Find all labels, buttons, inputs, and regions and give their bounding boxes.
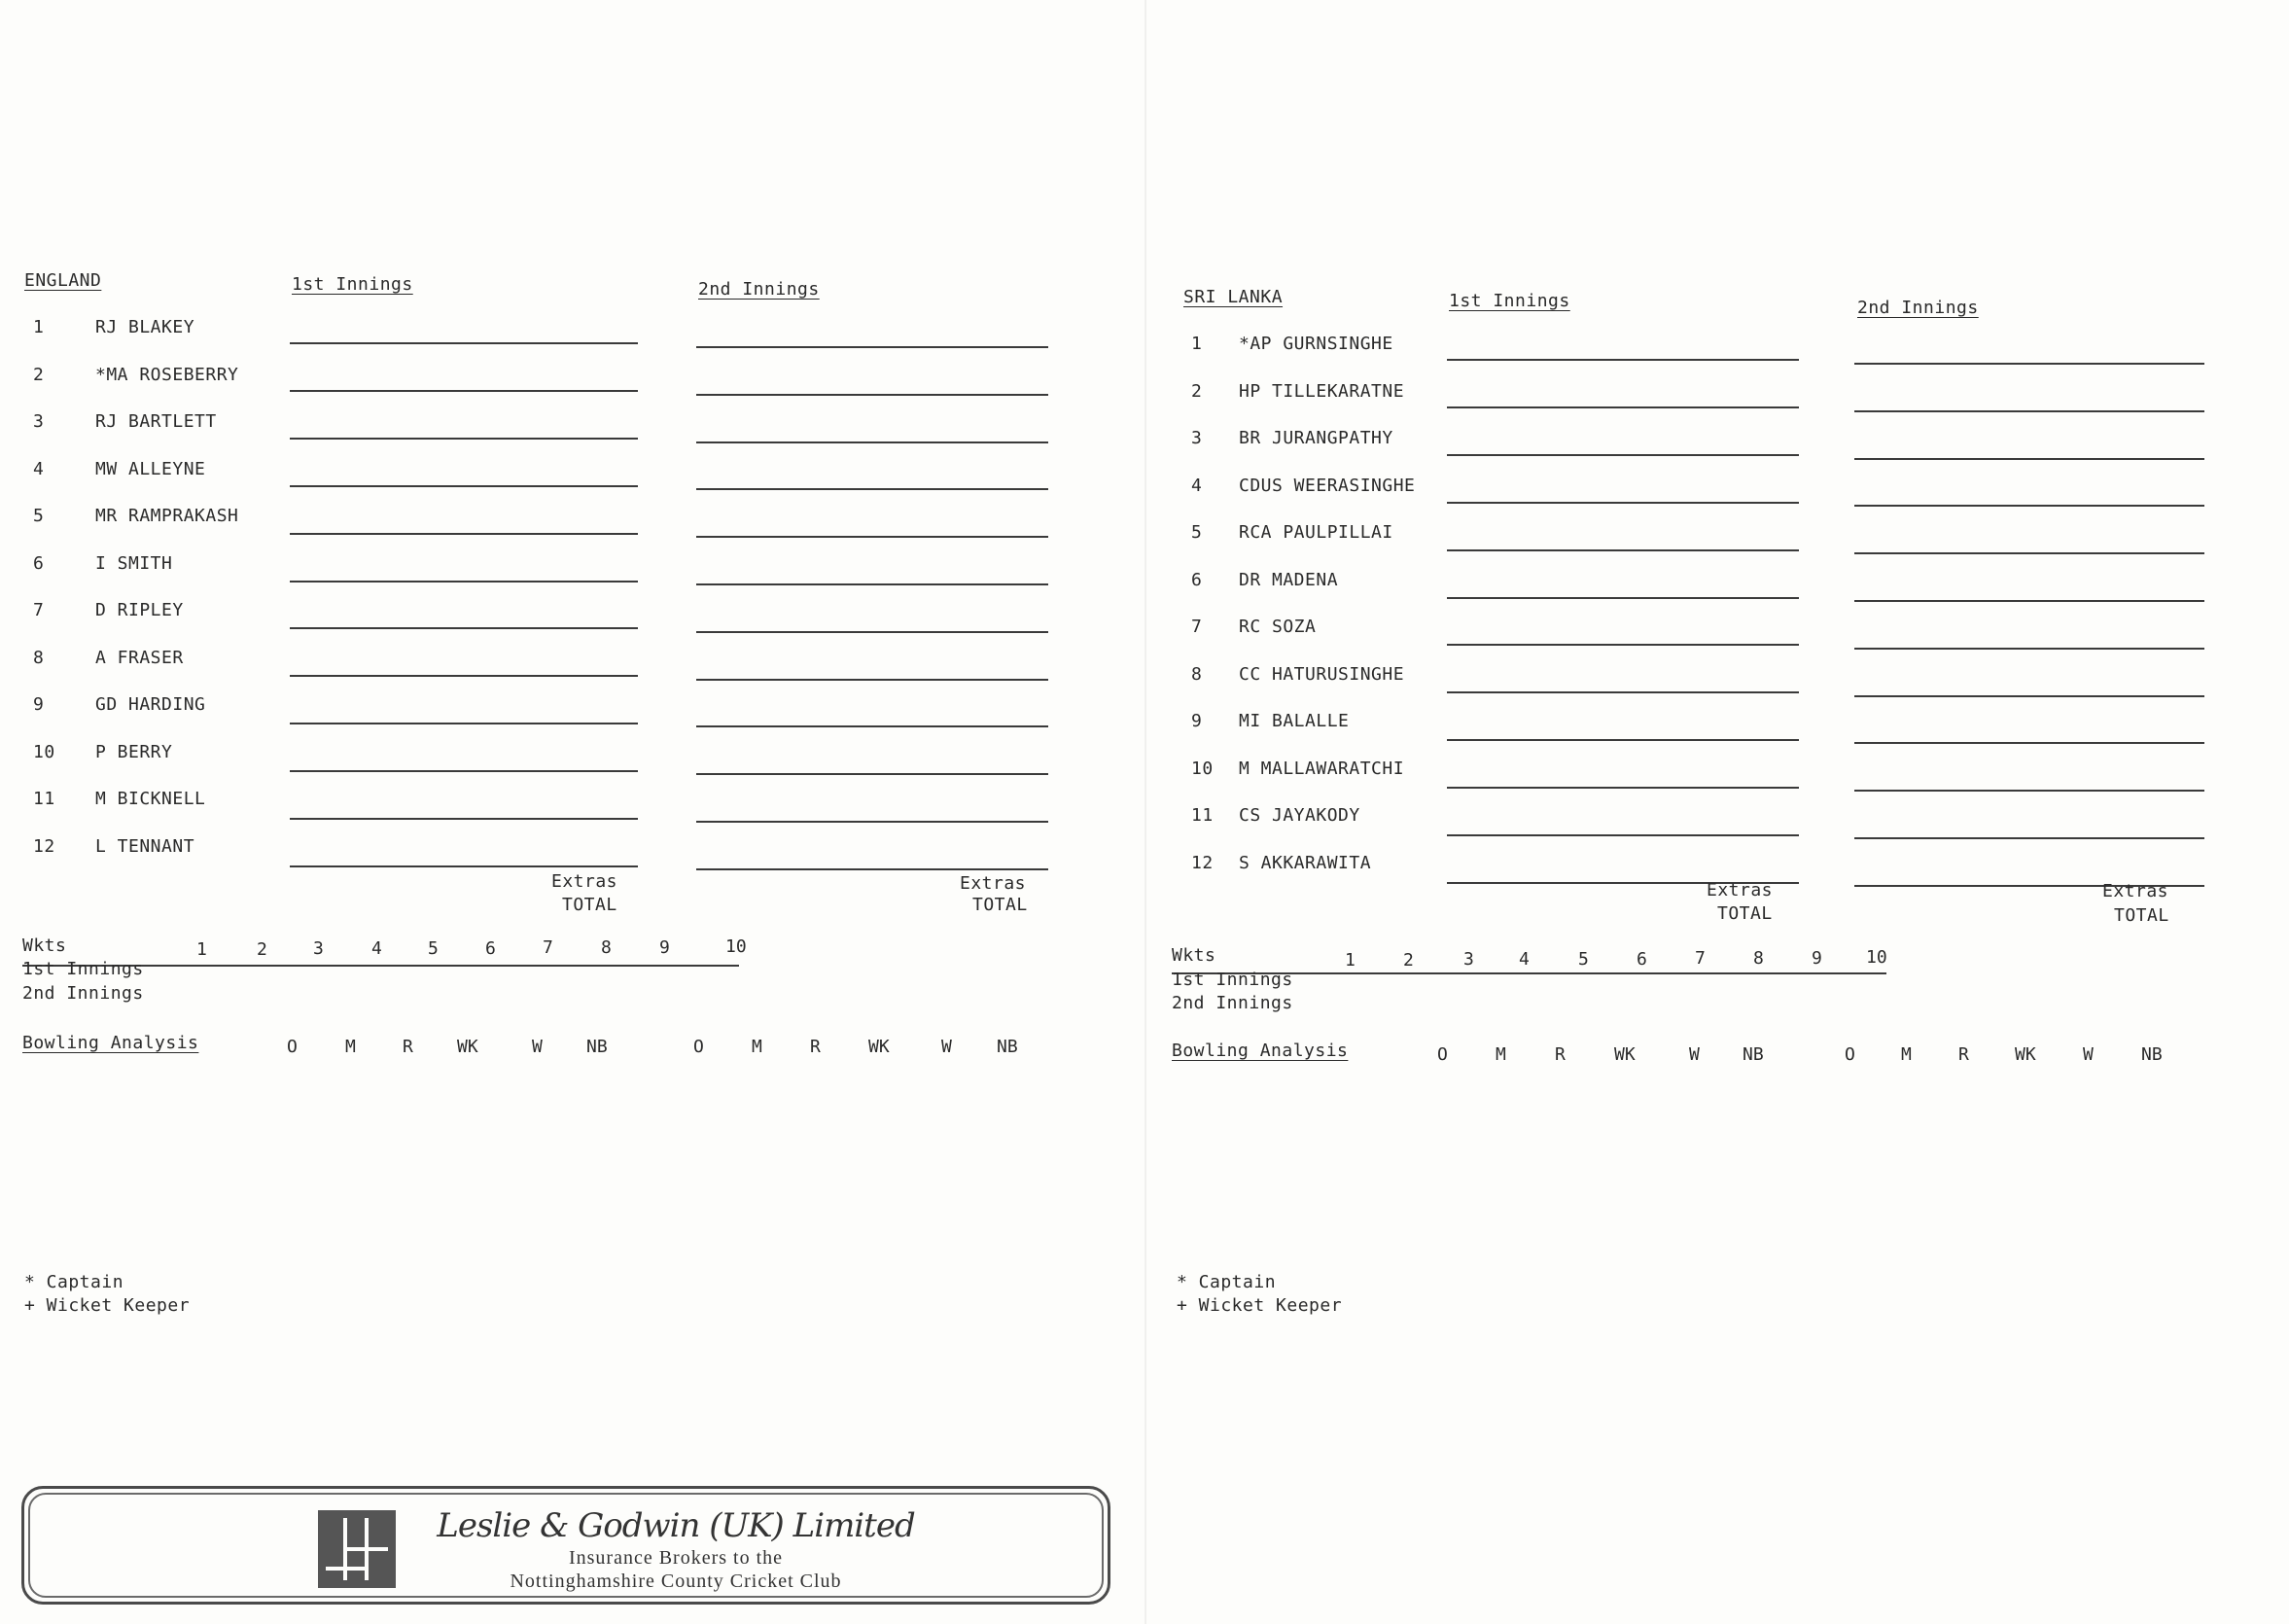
total-label: TOTAL	[972, 895, 1028, 915]
wickets-first-innings-label: 1st Innings	[22, 959, 144, 979]
bowling-column-header: W	[1689, 1044, 1700, 1065]
player-name: D RIPLEY	[95, 600, 184, 620]
wicket-number: 7	[543, 937, 553, 959]
wicket-number: 9	[1812, 947, 1822, 969]
bowling-column-header: O	[1437, 1044, 1448, 1065]
player-name: *AP GURNSINGHE	[1239, 334, 1393, 354]
bowling-column-header: W	[532, 1037, 543, 1057]
bowling-column-header: O	[1845, 1044, 1855, 1065]
wicket-number: 5	[428, 937, 439, 959]
player-number: 10	[1191, 758, 1214, 779]
second-innings-score-line	[1854, 458, 2204, 460]
first-innings-score-line	[1447, 502, 1799, 504]
wicket-keeper-note: + Wicket Keeper	[1177, 1295, 1343, 1316]
first-innings-header: 1st Innings	[292, 274, 413, 295]
bowling-column-header: NB	[586, 1037, 608, 1057]
total-label: TOTAL	[2114, 905, 2169, 926]
first-innings-score-line	[1447, 739, 1799, 741]
wkts-label: Wkts	[22, 936, 67, 956]
player-number: 1	[33, 317, 45, 337]
player-number: 4	[1191, 475, 1203, 496]
player-name: S AKKARAWITA	[1239, 852, 1372, 873]
wicket-number: 10	[1866, 947, 1887, 969]
player-name: BR JURANGPATHY	[1239, 428, 1393, 448]
second-innings-score-line	[1854, 648, 2204, 650]
sponsor-line-2: Nottinghamshire County Cricket Club	[510, 1571, 842, 1592]
player-number: 3	[1191, 428, 1203, 448]
wicket-number: 9	[659, 936, 670, 958]
wicket-number: 2	[257, 938, 267, 960]
wicket-number: 3	[1463, 949, 1474, 971]
second-innings-score-line	[1854, 363, 2204, 365]
first-innings-score-line	[1447, 359, 1799, 361]
bowling-column-header: WK	[457, 1037, 478, 1057]
second-innings-score-line	[1854, 505, 2204, 507]
bowling-column-header: WK	[868, 1037, 890, 1057]
player-name: L TENNANT	[95, 835, 195, 857]
player-number: 7	[33, 600, 45, 620]
player-number: 3	[33, 411, 45, 432]
player-name: RC SOZA	[1239, 617, 1317, 637]
player-number: 8	[33, 647, 45, 668]
player-name: CS JAYAKODY	[1239, 805, 1360, 826]
player-name: MI BALALLE	[1239, 711, 1350, 731]
bowling-column-header: M	[1901, 1044, 1912, 1065]
wkts-label: Wkts	[1172, 945, 1216, 966]
player-name: P BERRY	[95, 741, 173, 762]
bowling-column-header: M	[345, 1037, 356, 1057]
second-innings-score-line	[1854, 790, 2204, 792]
wicket-number: 4	[1519, 949, 1530, 971]
wicket-number: 3	[313, 938, 324, 960]
team-name: SRI LANKA	[1183, 287, 1284, 307]
total-label: TOTAL	[562, 895, 617, 915]
wicket-number: 7	[1695, 948, 1706, 970]
second-innings-score-line	[1854, 695, 2204, 697]
player-number: 10	[33, 741, 55, 762]
first-innings-score-line	[1447, 787, 1799, 789]
player-number: 2	[33, 364, 45, 385]
player-name: RCA PAULPILLAI	[1239, 522, 1393, 543]
player-name: DR MADENA	[1239, 569, 1339, 590]
sponsor-line-1: Insurance Brokers to the	[568, 1547, 784, 1569]
bowling-column-header: O	[693, 1037, 704, 1057]
wicket-number: 8	[601, 936, 612, 958]
wicket-number: 6	[1637, 948, 1647, 970]
player-name: CC HATURUSINGHE	[1239, 663, 1405, 685]
player-name: RJ BLAKEY	[95, 317, 195, 337]
player-number: 4	[33, 458, 45, 479]
player-name: I SMITH	[95, 552, 173, 574]
player-name: M MALLAWARATCHI	[1239, 758, 1405, 779]
second-innings-score-line	[1854, 742, 2204, 744]
player-number: 8	[1191, 663, 1203, 685]
player-name: A FRASER	[95, 647, 184, 668]
player-number: 9	[33, 694, 45, 715]
second-innings-header: 2nd Innings	[698, 279, 820, 300]
wickets-first-innings-label: 1st Innings	[1172, 970, 1293, 990]
player-number: 5	[33, 506, 45, 526]
bowling-column-header: R	[810, 1037, 821, 1057]
bowling-column-header: W	[941, 1037, 952, 1057]
wickets-second-innings-label: 2nd Innings	[22, 983, 144, 1004]
wicket-number: 2	[1403, 949, 1414, 971]
player-number: 12	[33, 835, 55, 857]
bowling-column-header: M	[752, 1037, 762, 1057]
bowling-column-header: O	[287, 1037, 298, 1057]
first-innings-score-line	[1447, 834, 1799, 836]
player-name: GD HARDING	[95, 694, 206, 715]
wicket-number: 1	[1345, 950, 1356, 971]
player-number: 7	[1191, 617, 1203, 637]
sponsor-company-name: Leslie & Godwin (UK) Limited	[437, 1506, 915, 1545]
first-innings-score-line	[1447, 644, 1799, 646]
extras-label: Extras	[960, 873, 1027, 894]
captain-note: * Captain	[24, 1272, 124, 1292]
bowling-column-header: R	[1958, 1044, 1969, 1065]
wicket-keeper-note: + Wicket Keeper	[24, 1295, 191, 1316]
bowling-column-header: NB	[997, 1037, 1018, 1057]
player-name: MR RAMPRAKASH	[95, 506, 239, 526]
wicket-number: 4	[371, 938, 382, 960]
player-name: MW ALLEYNE	[95, 458, 206, 479]
first-innings-score-line	[1447, 406, 1799, 408]
bowling-column-header: WK	[1614, 1044, 1636, 1065]
player-name: RJ BARTLETT	[95, 411, 217, 432]
player-number: 12	[1191, 852, 1214, 873]
second-innings-score-line	[1854, 837, 2204, 839]
wicket-number: 5	[1578, 948, 1589, 970]
player-number: 11	[1191, 805, 1214, 826]
first-innings-header: 1st Innings	[1449, 291, 1570, 311]
first-innings-score-line	[1447, 549, 1799, 551]
player-name: M BICKNELL	[95, 789, 206, 809]
bowling-analysis-label: Bowling Analysis	[1172, 1041, 1349, 1061]
team-name: ENGLAND	[24, 270, 102, 291]
wicket-number: 10	[725, 936, 747, 958]
bowling-column-header: M	[1496, 1044, 1506, 1065]
wickets-second-innings-label: 2nd Innings	[1172, 993, 1293, 1013]
second-innings-score-line	[1854, 552, 2204, 554]
wicket-number: 8	[1753, 947, 1764, 969]
player-name: CDUS WEERASINGHE	[1239, 475, 1416, 496]
player-number: 9	[1191, 711, 1203, 731]
second-innings-score-line	[1854, 410, 2204, 412]
player-name: *MA ROSEBERRY	[95, 364, 239, 385]
player-number: 6	[1191, 569, 1203, 590]
player-name: HP TILLEKARATNE	[1239, 380, 1405, 402]
sponsor-logo-icon	[318, 1510, 396, 1588]
first-innings-score-line	[1447, 454, 1799, 456]
player-number: 1	[1191, 334, 1203, 354]
player-number: 11	[33, 789, 55, 809]
second-innings-header: 2nd Innings	[1857, 298, 1979, 318]
bowling-column-header: NB	[2141, 1044, 2163, 1065]
player-number: 5	[1191, 522, 1203, 543]
wicket-number: 1	[196, 939, 207, 960]
bowling-column-header: W	[2083, 1044, 2094, 1065]
second-innings-score-line	[1854, 600, 2204, 602]
player-number: 2	[1191, 380, 1203, 402]
bowling-column-header: NB	[1743, 1044, 1764, 1065]
extras-label: Extras	[1707, 880, 1774, 900]
extras-label: Extras	[2102, 881, 2169, 901]
bowling-column-header: R	[403, 1037, 413, 1057]
bowling-column-header: R	[1555, 1044, 1566, 1065]
sponsor-banner	[21, 1486, 1110, 1605]
total-label: TOTAL	[1717, 903, 1773, 924]
first-innings-score-line	[1447, 597, 1799, 599]
bowling-analysis-label: Bowling Analysis	[22, 1033, 199, 1053]
extras-label: Extras	[551, 871, 618, 892]
bowling-column-header: WK	[2015, 1044, 2036, 1065]
first-innings-score-line	[1447, 691, 1799, 693]
wicket-number: 6	[485, 937, 496, 959]
player-number: 6	[33, 552, 45, 574]
captain-note: * Captain	[1177, 1272, 1277, 1292]
